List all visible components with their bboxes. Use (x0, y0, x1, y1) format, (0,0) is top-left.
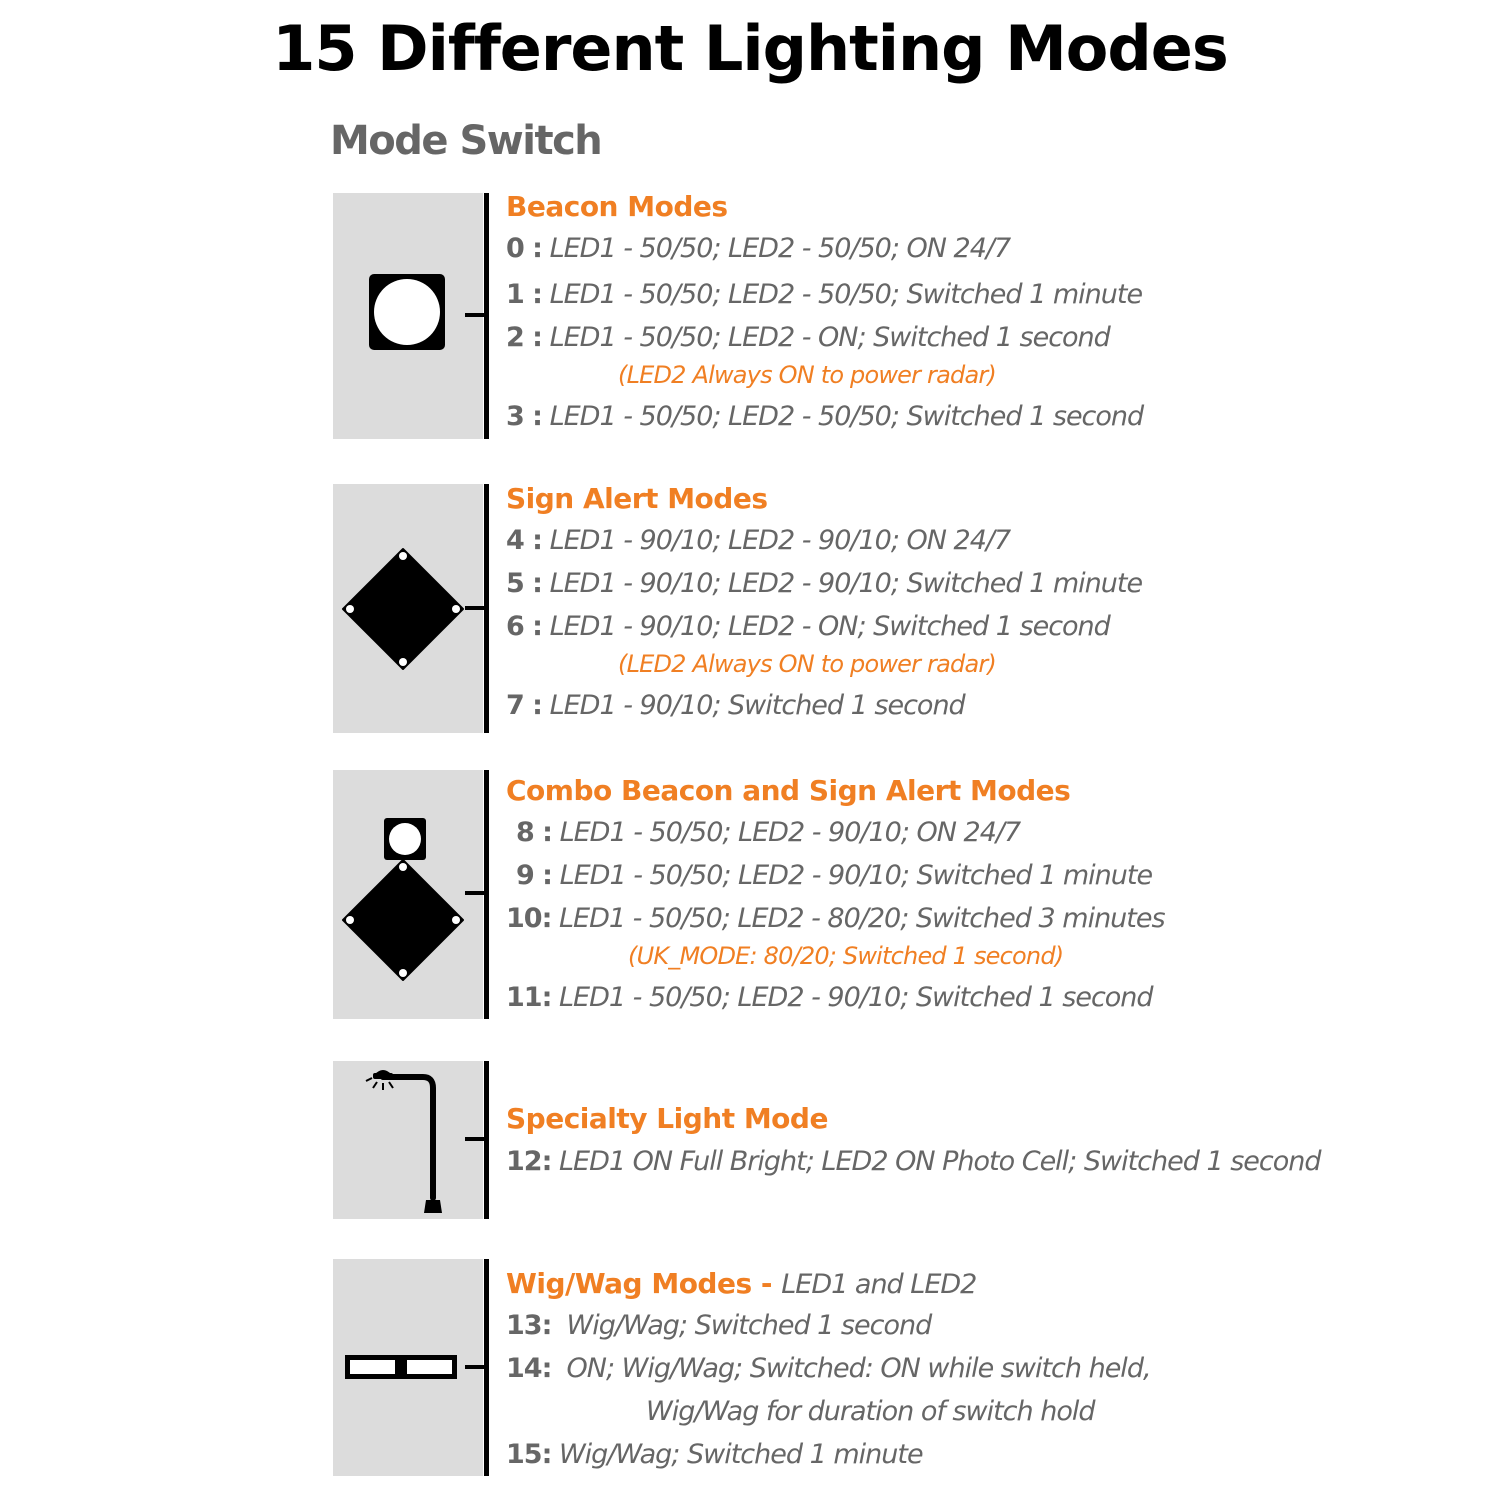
section-heading-suffix: LED1 and LED2 (781, 1269, 977, 1300)
mode-description: LED1 - 90/10; Switched 1 second (549, 690, 965, 721)
combo-modes-section (333, 770, 1493, 1019)
mode-description: LED1 - 50/50; LED2 - 50/50; Switched 1 second (549, 401, 1144, 432)
mode-description: LED1 - 50/50; LED2 - ON; Switched 1 second (549, 322, 1110, 353)
mode-line (506, 1353, 1151, 1384)
mode-description: LED1 - 50/50; LED2 - 90/10; Switched 1 minute (559, 860, 1153, 891)
connector-tick (465, 1365, 485, 1369)
mode-line (516, 817, 1020, 848)
section-heading-label: Wig/Wag Modes - (506, 1267, 782, 1300)
mode-line (506, 903, 1165, 934)
mode-description: LED1 - 50/50; LED2 - 50/50; ON 24/7 (549, 233, 1011, 264)
mode-description: LED1 - 90/10; LED2 - 90/10; Switched 1 minute (549, 568, 1143, 599)
section-heading: Combo Beacon and Sign Alert Modes (506, 774, 1071, 807)
mode-description: LED1 - 50/50; LED2 - 80/20; Switched 3 minutes (558, 903, 1165, 934)
mode-number: 13: (506, 1310, 552, 1341)
mode-description: ON; Wig/Wag; Switched: ON while switch held, (566, 1353, 1151, 1384)
mode-switch-subtitle: Mode Switch (330, 118, 602, 164)
mode-description: LED1 ON Full Bright; LED2 ON Photo Cell; Switched 1 second (558, 1146, 1321, 1177)
connector-tick (465, 313, 485, 317)
section-heading: Sign Alert Modes (506, 482, 768, 515)
page-title: 15 Different Lighting Modes (272, 12, 1228, 85)
mode-number: 1 : (506, 279, 542, 310)
mode-number: 4 : (506, 525, 542, 556)
sign-alert-modes-section (333, 484, 1493, 733)
mode-description: LED1 - 50/50; LED2 - 50/50; Switched 1 minute (549, 279, 1143, 310)
mode-note: (LED2 Always ON to power radar) (618, 361, 996, 389)
section-heading: Specialty Light Mode (506, 1102, 828, 1135)
mode-continuation: Wig/Wag for duration of switch hold (646, 1396, 1095, 1427)
mode-description: LED1 - 50/50; LED2 - 90/10; ON 24/7 (559, 817, 1021, 848)
mode-number: 9 : (516, 860, 552, 891)
combo-beacon-sign-icon (341, 816, 465, 982)
mode-number: 2 : (506, 322, 542, 353)
mode-line (506, 1310, 931, 1341)
mode-number: 7 : (506, 690, 542, 721)
mode-line (506, 401, 1143, 432)
section-heading (506, 1267, 976, 1300)
mode-line (506, 1439, 923, 1470)
mode-line (506, 322, 1110, 353)
mode-number: 15: (506, 1439, 552, 1470)
mode-number: 8 : (516, 817, 552, 848)
mode-line (506, 525, 1010, 556)
mode-line (506, 690, 965, 721)
wig-wag-icon (345, 1355, 457, 1379)
mode-number: 10: (506, 903, 552, 934)
street-light-icon (361, 1066, 461, 1216)
mode-line (506, 611, 1110, 642)
mode-number: 11: (506, 982, 552, 1013)
mode-number: 12: (506, 1146, 552, 1177)
mode-description: LED1 - 90/10; LED2 - 90/10; ON 24/7 (549, 525, 1011, 556)
mode-number: 6 : (506, 611, 542, 642)
connector-tick (465, 891, 485, 895)
specialty-light-section (333, 1061, 1493, 1219)
connector-tick (465, 1137, 485, 1141)
mode-description: Wig/Wag; Switched 1 minute (558, 1439, 923, 1470)
mode-number: 14: (506, 1353, 552, 1384)
mode-line (516, 860, 1152, 891)
mode-line (506, 279, 1142, 310)
mode-line (506, 982, 1153, 1013)
mode-number: 5 : (506, 568, 542, 599)
wig-wag-section (333, 1259, 1493, 1476)
mode-note: (LED2 Always ON to power radar) (618, 650, 996, 678)
mode-number: 3 : (506, 401, 542, 432)
beacon-icon (368, 273, 446, 351)
mode-note: (UK_MODE: 80/20; Switched 1 second) (628, 942, 1064, 970)
mode-line (506, 568, 1142, 599)
mode-number: 0 : (506, 233, 542, 264)
mode-description: Wig/Wag; Switched 1 second (566, 1310, 932, 1341)
beacon-modes-section (333, 190, 1493, 439)
mode-line (506, 233, 1010, 264)
mode-line (506, 1146, 1321, 1177)
section-heading: Beacon Modes (506, 190, 728, 223)
mode-description: LED1 - 50/50; LED2 - 90/10; Switched 1 second (558, 982, 1153, 1013)
mode-description: LED1 - 90/10; LED2 - ON; Switched 1 second (549, 611, 1110, 642)
sign-alert-icon (341, 547, 465, 671)
connector-tick (465, 606, 485, 610)
